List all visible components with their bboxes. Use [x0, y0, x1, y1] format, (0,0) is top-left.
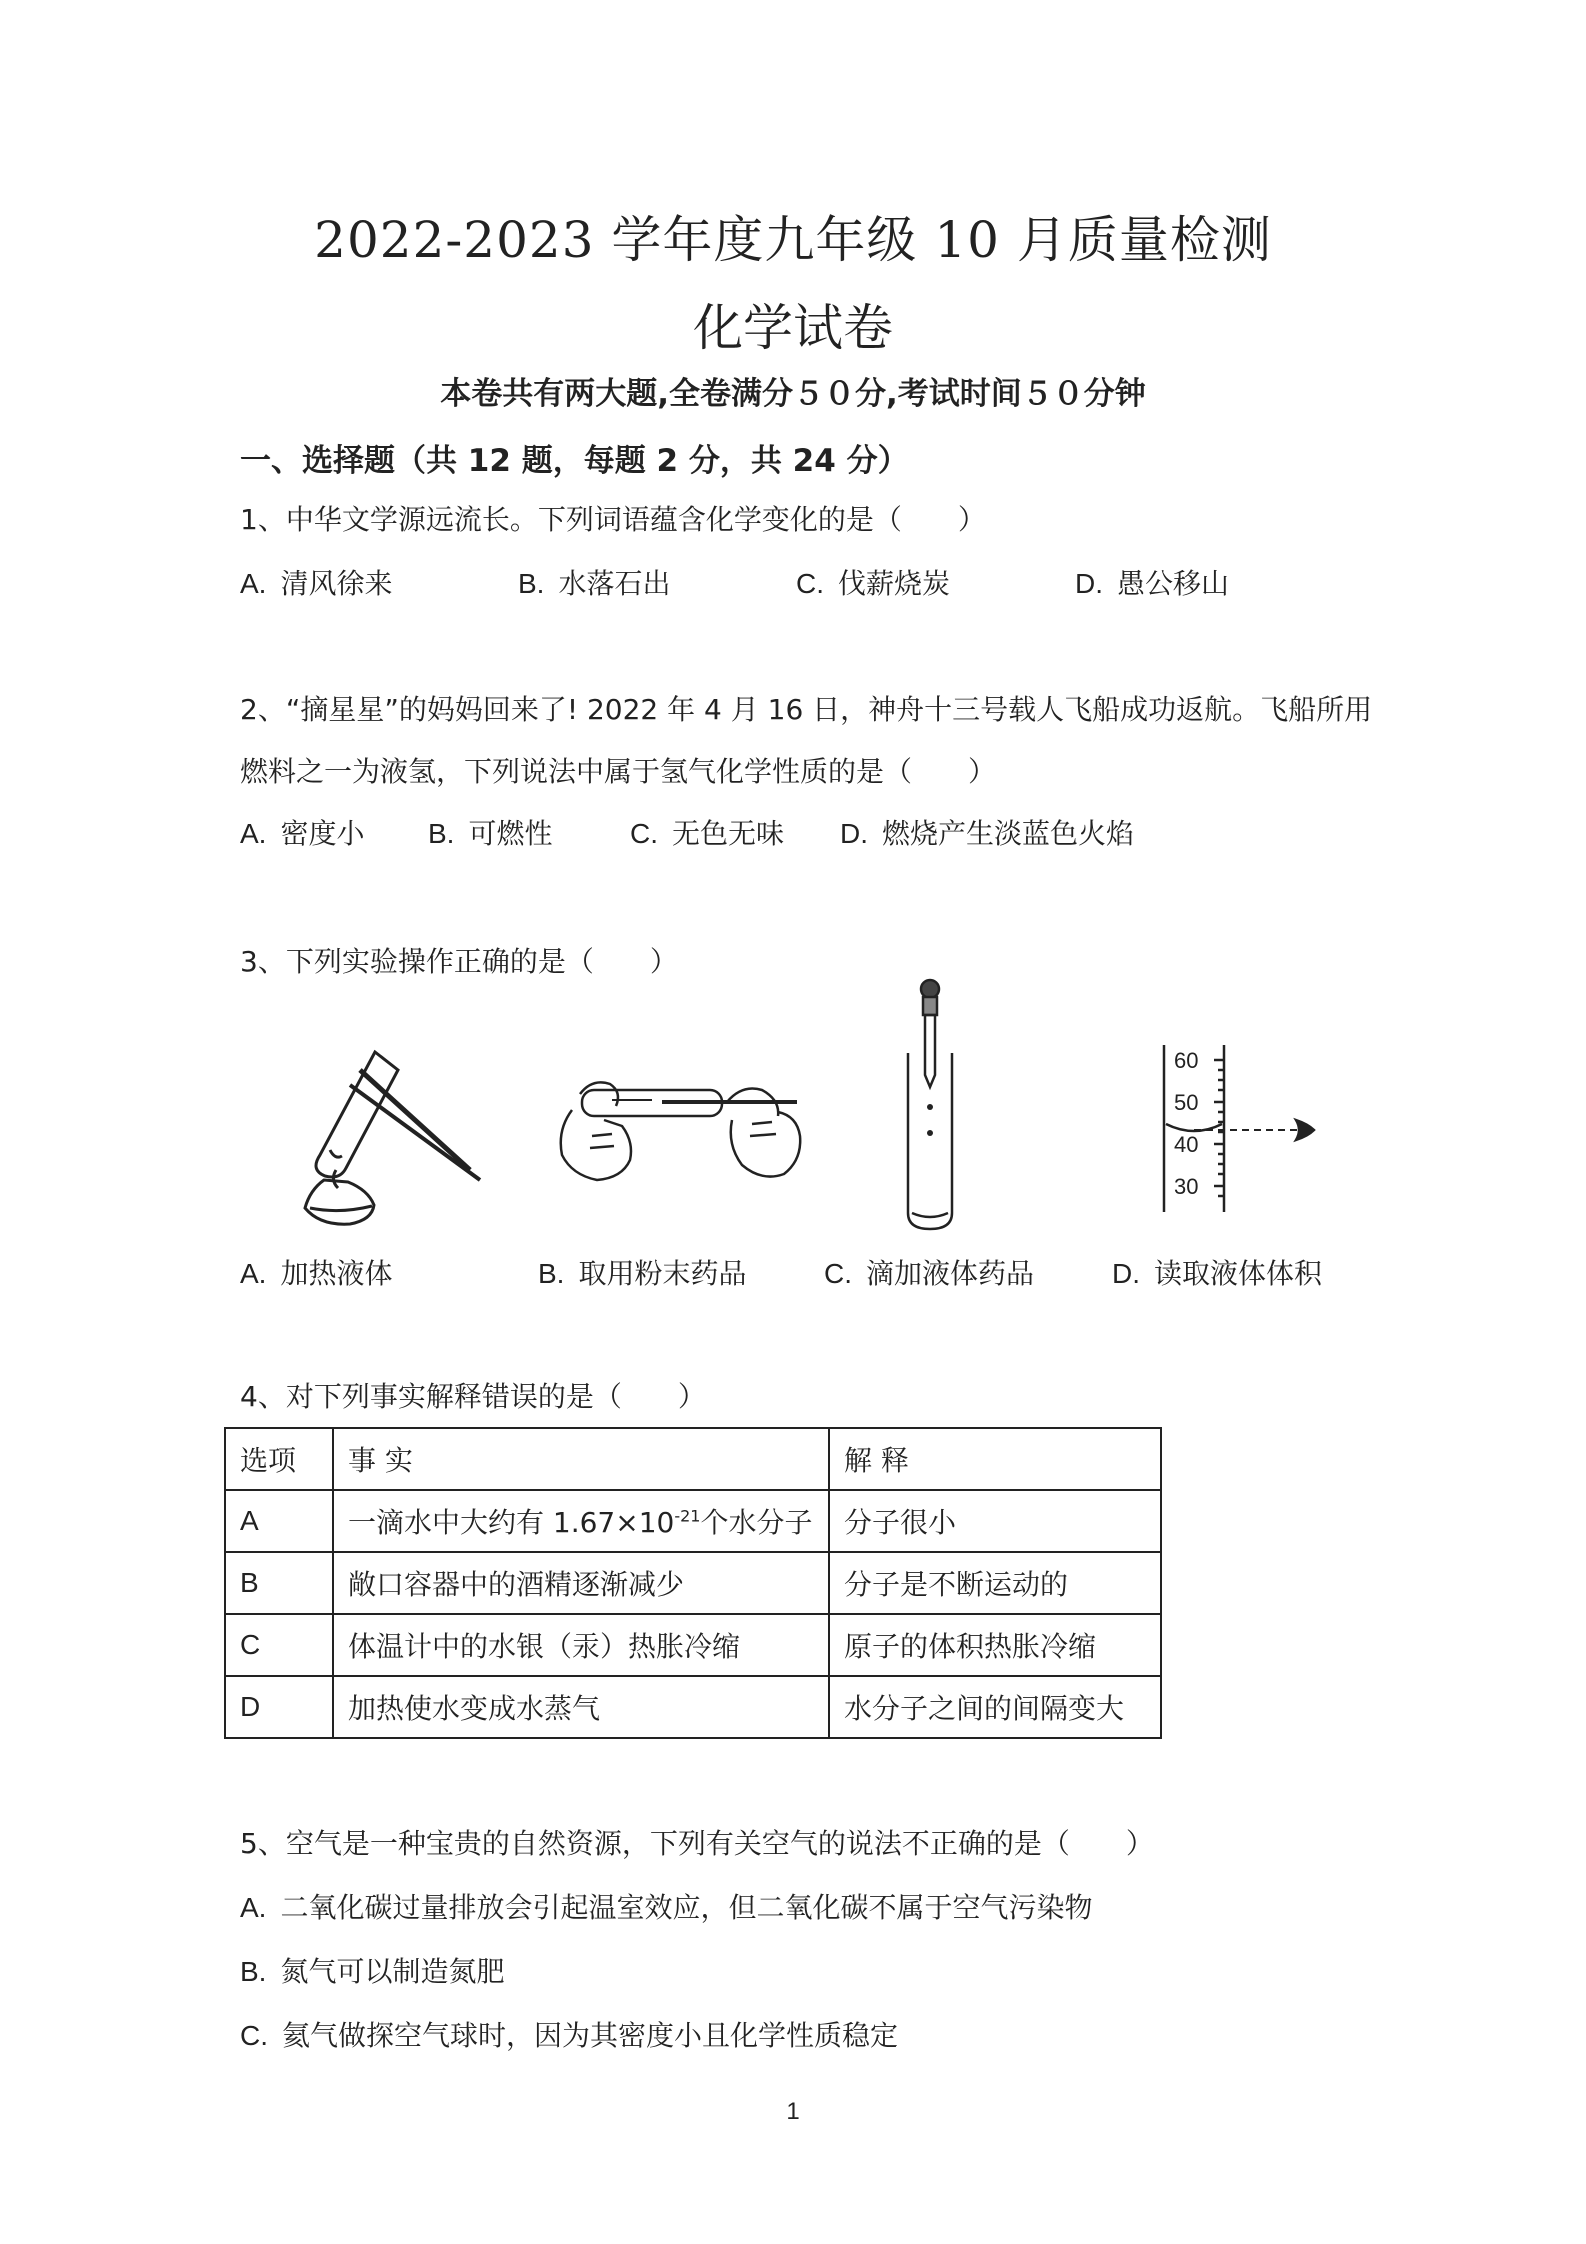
option-text: 氦气做探空气球时，因为其密度小且化学性质稳定: [282, 2019, 899, 2052]
option-text: 燃烧产生淡蓝色火焰: [882, 817, 1135, 850]
question-3-option-b: [538, 1252, 746, 1292]
table-cell-fact: 敞口容器中的酒精逐渐减少: [333, 1552, 829, 1614]
page-number: 1: [786, 2098, 800, 2125]
fact-text: 个水分子: [700, 1506, 813, 1539]
cylinder-tick-60: 60: [1174, 1048, 1199, 1073]
fact-text: 一滴水中大约有 1.67×10: [348, 1506, 675, 1539]
table-header-cell: 解 释: [829, 1428, 1161, 1490]
table-cell-option: D: [225, 1676, 333, 1738]
cylinder-tick-30: 30: [1174, 1174, 1199, 1199]
exam-subject-title: 化学试卷: [693, 299, 893, 357]
question-1-option-b: [518, 562, 670, 602]
option-text: 伐薪烧炭: [838, 567, 951, 600]
question-2-stem-line2: 燃料之一为液氢，下列说法中属于氢气化学性质的是（ ）: [240, 755, 997, 788]
question-3-option-c: [824, 1252, 1034, 1292]
table-row: [225, 1490, 1161, 1552]
question-5-option-a: [240, 1886, 1092, 1926]
figure-dropper: [890, 975, 970, 1235]
question-5-option-c: [240, 2014, 898, 2054]
question-2-stem-line1: 2、“摘星星”的妈妈回来了! 2022 年 4 月 16 日，神舟十三号载人飞船成功返航。飞船所用: [240, 693, 1373, 726]
exponent: -21: [674, 1506, 701, 1526]
option-text: 清风徐来: [280, 567, 393, 600]
question-1-option-d: [1075, 562, 1229, 602]
table-cell-fact: 体温计中的水银（汞）热胀冷缩: [333, 1614, 829, 1676]
table-cell-option: A: [225, 1490, 333, 1552]
option-key: A.: [240, 568, 267, 599]
question-5-stem: 5、空气是一种宝贵的自然资源，下列有关空气的说法不正确的是（ ）: [240, 1827, 1154, 1860]
cylinder-tick-50: 50: [1174, 1090, 1199, 1115]
table-cell-fact: [333, 1490, 829, 1552]
question-3-option-d: [1112, 1252, 1322, 1292]
table-header-cell: 事 实: [333, 1428, 829, 1490]
option-key: A.: [240, 1892, 267, 1923]
option-text: 取用粉末药品: [578, 1257, 747, 1290]
figure-taking-powder: [552, 1050, 812, 1190]
option-text: 加热液体: [280, 1257, 393, 1290]
option-key: B.: [240, 1956, 267, 1987]
option-key: D.: [1075, 568, 1103, 599]
option-key: B.: [518, 568, 545, 599]
question-5-option-b: [240, 1950, 504, 1990]
table-cell-option: C: [225, 1614, 333, 1676]
question-2-option-b: [428, 812, 552, 852]
question-2-option-d: [840, 812, 1134, 852]
cylinder-tick-40: 40: [1174, 1132, 1199, 1157]
option-text: 读取液体体积: [1154, 1257, 1323, 1290]
option-key: C.: [796, 568, 824, 599]
option-text: 无色无味: [672, 817, 785, 850]
question-3-stem: 3、下列实验操作正确的是（ ）: [240, 945, 678, 978]
question-3-option-a: [240, 1252, 392, 1292]
table-cell-explanation: 分子很小: [829, 1490, 1161, 1552]
table-cell-fact: 加热使水变成水蒸气: [333, 1676, 829, 1738]
option-key: D.: [840, 818, 868, 849]
option-key: C.: [240, 2020, 268, 2051]
section-heading: 一、选择题（共 12 题，每题 2 分，共 24 分）: [240, 443, 909, 479]
table-header-cell: 选项: [225, 1428, 333, 1490]
exam-info: 本卷共有两大题,全卷满分５０分,考试时间５０分钟: [440, 376, 1146, 412]
table-row: [225, 1552, 1161, 1614]
option-text: 水落石出: [558, 567, 671, 600]
table-cell-option: B: [225, 1552, 333, 1614]
table-row: [225, 1614, 1161, 1676]
option-text: 氮气可以制造氮肥: [280, 1955, 505, 1988]
exam-title: 2022-2023 学年度九年级 10 月质量检测: [314, 211, 1272, 269]
option-text: 二氧化碳过量排放会引起温室效应，但二氧化碳不属于空气污染物: [280, 1891, 1093, 1924]
question-2-option-a: [240, 812, 364, 852]
question-1-option-c: [796, 562, 950, 602]
option-text: 密度小: [280, 817, 365, 850]
figure-heating-liquid: [280, 1030, 480, 1230]
table-cell-explanation: 水分子之间的间隔变大: [829, 1676, 1161, 1738]
option-key: B.: [538, 1258, 565, 1289]
option-key: A.: [240, 818, 267, 849]
question-4-stem: 4、对下列事实解释错误的是（ ）: [240, 1380, 706, 1413]
option-text: 可燃性: [468, 817, 553, 850]
option-key: C.: [630, 818, 658, 849]
option-text: 滴加液体药品: [866, 1257, 1035, 1290]
table-row: [225, 1676, 1161, 1738]
table-cell-explanation: 原子的体积热胀冷缩: [829, 1614, 1161, 1676]
option-key: A.: [240, 1258, 267, 1289]
question-2-option-c: [630, 812, 784, 852]
question-1-stem: 1、中华文学源远流长。下列词语蕴含化学变化的是（ ）: [240, 503, 986, 536]
question-1-option-a: [240, 562, 392, 602]
option-key: B.: [428, 818, 455, 849]
table-header-row: [225, 1428, 1161, 1490]
option-key: D.: [1112, 1258, 1140, 1289]
option-key: C.: [824, 1258, 852, 1289]
option-text: 愚公移山: [1117, 567, 1230, 600]
question-4-table: [224, 1427, 1162, 1739]
figure-measuring-cylinder: [1156, 1040, 1326, 1220]
table-cell-explanation: 分子是不断运动的: [829, 1552, 1161, 1614]
